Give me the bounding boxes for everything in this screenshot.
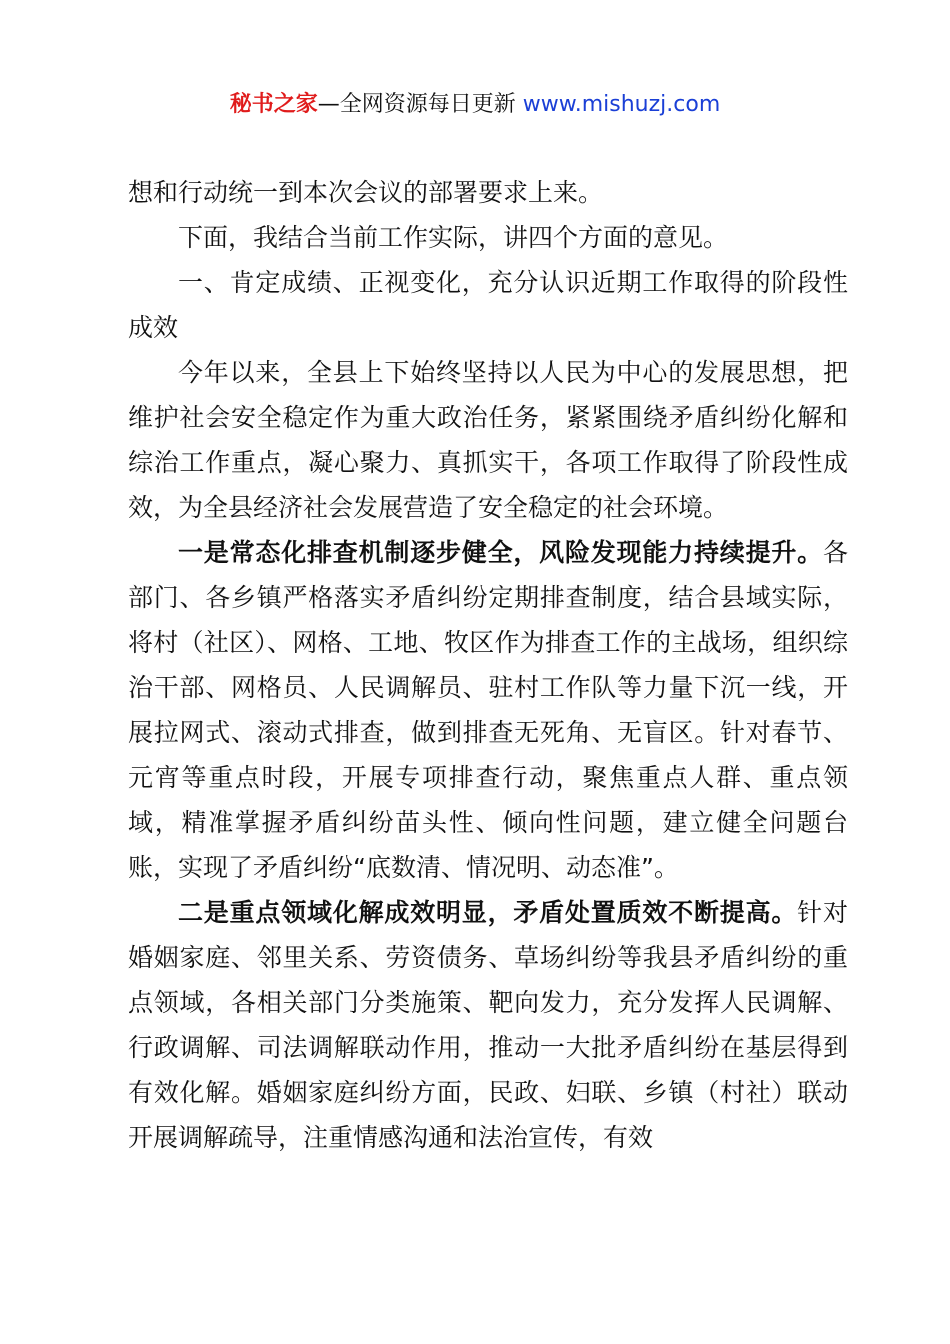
paragraph-summary: 今年以来，全县上下始终坚持以人民为中心的发展思想，把维护社会安全稳定作为重大政治任务，紧紧围绕矛盾纠纷化解和综治工作重点，凝心聚力、真抓实干，各项工作取得了阶段性成效，为全县经济社会发展营造了安全稳定的社会环境。: [128, 358, 848, 522]
point-1-lead: 一是常态化排查机制逐步健全，风险发现能力持续提升。: [178, 538, 823, 567]
section-heading-1: 一、肯定成绩、正视变化，充分认识近期工作取得的阶段性成效: [128, 268, 848, 342]
paragraph-continuation: 想和行动统一到本次会议的部署要求上来。: [128, 178, 604, 207]
paragraph-point-2: [128, 890, 848, 1160]
brand-name: 秘书之家: [229, 92, 318, 117]
paragraph-point-1: [128, 530, 848, 890]
document-body: [128, 170, 848, 1160]
site-url[interactable]: www.mishuzj.com: [522, 92, 721, 117]
header-slogan: —全网资源每日更新: [317, 92, 523, 117]
point-2-lead: 二是重点领域化解成效明显，矛盾处置质效不断提高。: [178, 898, 798, 927]
point-2-body: 针对婚姻家庭、邻里关系、劳资债务、草场纠纷等我县矛盾纠纷的重点领域，各相关部门分类施策、靶向发力，充分发挥人民调解、行政调解、司法调解联动作用，推动一大批矛盾纠纷在基层得到有效化解。婚姻家庭纠纷方面，民政、妇联、乡镇（村社）联动开展调解疏导，注重情感沟通和法治宣传，有效: [128, 898, 848, 1152]
page-header: [0, 88, 950, 122]
point-1-body: 各部门、各乡镇严格落实矛盾纠纷定期排查制度，结合县域实际，将村（社区）、网格、工地、牧区作为排查工作的主战场，组织综治干部、网格员、人民调解员、驻村工作队等力量下沉一线，开展拉网式、滚动式排查，做到排查无死角、无盲区。针对春节、元宵等重点时段，开展专项排查行动，聚焦重点人群、重点领域，精准掌握矛盾纠纷苗头性、倾向性问题，建立健全问题台账，实现了矛盾纠纷“底数清、情况明、动态准”。: [128, 538, 848, 882]
paragraph-intro: 下面，我结合当前工作实际，讲四个方面的意见。: [178, 223, 729, 252]
